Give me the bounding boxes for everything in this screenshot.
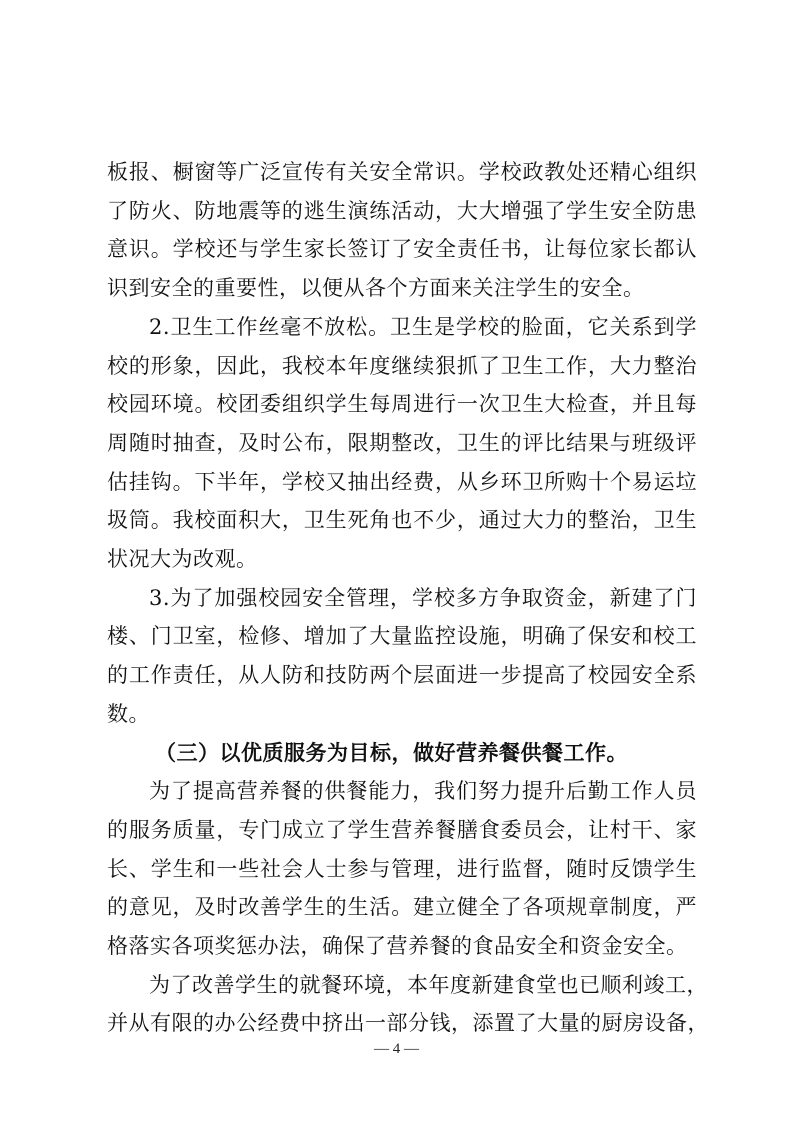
paragraph-line: 的意见，及时改善学生的生活。建立健全了各项规章制度，严 — [107, 895, 697, 920]
paragraph-line: 数。 — [107, 701, 150, 726]
paragraph-line: 板报、橱窗等广泛宣传有关安全常识。学校政教处还精心组织 — [107, 160, 697, 184]
paragraph-line: 3.为了加强校园安全管理，学校多方争取资金，新建了门 — [149, 585, 697, 610]
paragraph-line: 意识。学校还与学生家长签订了安全责任书，让每位家长都认 — [107, 237, 697, 262]
page-number: — 4 — — [374, 1041, 419, 1057]
paragraph-line: 为了提高营养餐的供餐能力，我们努力提升后勤工作人员 — [149, 779, 697, 804]
paragraph-line: 长、学生和一些社会人士参与管理，进行监督，随时反馈学生 — [107, 856, 697, 881]
section-heading: （三）以优质服务为目标，做好营养餐供餐工作。 — [155, 739, 628, 765]
paragraph-line: 校园环境。校团委组织学生每周进行一次卫生大检查，并且每 — [107, 392, 697, 417]
paragraph-line: 圾筒。我校面积大，卫生死角也不少，通过大力的整治，卫生 — [107, 508, 697, 533]
paragraph-line: 的服务质量，专门成立了学生营养餐膳食委员会，让村干、家 — [107, 817, 697, 842]
paragraph-line: 并从有限的办公经费中挤出一部分钱，添置了大量的厨房设备， — [107, 1011, 709, 1036]
paragraph-line: 了防火、防地震等的逃生演练活动，大大增强了学生安全防患 — [107, 198, 697, 223]
paragraph-line: 周随时抽查，及时公布，限期整改，卫生的评比结果与班级评 — [107, 430, 697, 455]
paragraph-line: 2.卫生工作丝毫不放松。卫生是学校的脸面，它关系到学 — [149, 314, 697, 339]
paragraph-line: 识到安全的重要性，以便从各个方面来关注学生的安全。 — [107, 276, 645, 301]
paragraph-line: 估挂钩。下半年，学校又抽出经费，从乡环卫所购十个易运垃 — [107, 469, 697, 494]
paragraph-line: 的工作责任，从人防和技防两个层面进一步提高了校园安全系 — [107, 663, 697, 688]
paragraph-line: 为了改善学生的就餐环境，本年度新建食堂也已顺利竣工， — [149, 972, 708, 997]
paragraph-line: 校的形象，因此，我校本年度继续狠抓了卫生工作，大力整治 — [107, 353, 697, 378]
paragraph-line: 楼、门卫室，检修、增加了大量监控设施，明确了保安和校工 — [107, 624, 697, 649]
paragraph-line: 状况大为改观。 — [107, 547, 258, 571]
paragraph-line: 格落实各项奖惩办法，确保了营养餐的食品安全和资金安全。 — [107, 934, 688, 958]
